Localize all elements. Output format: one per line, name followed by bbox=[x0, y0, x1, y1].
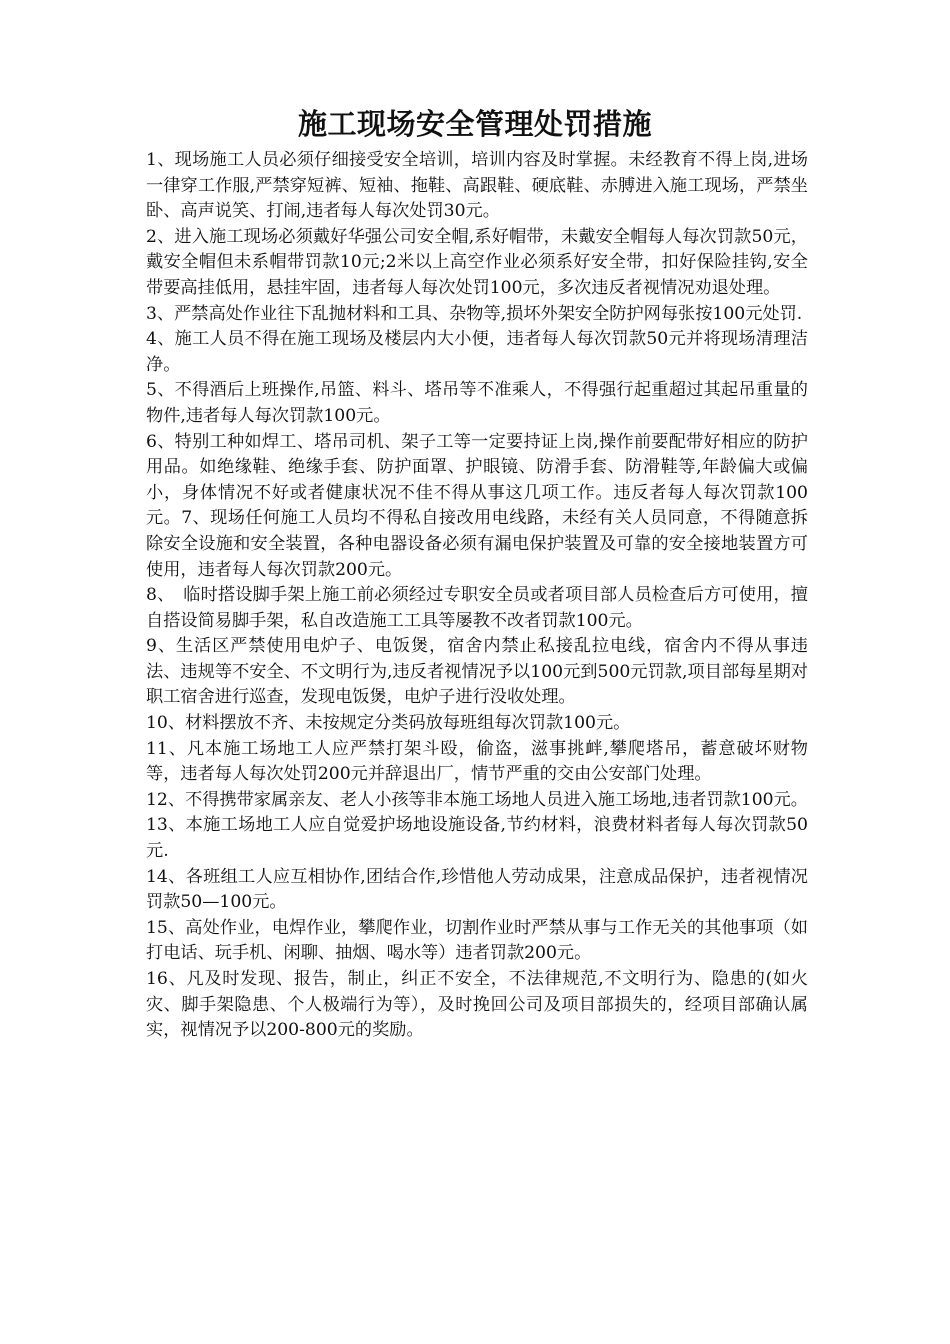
paragraph-14: 14、各班组工人应互相协作,团结合作,珍惜他人劳动成果，注意成品保护，违者视情况罚款50—100元。 bbox=[146, 866, 808, 913]
paragraph-6-7: 6、特别工种如焊工、塔吊司机、架子工等一定要持证上岗,操作前要配带好相应的防护用品。如绝缘鞋、绝缘手套、防护面罩、护眼镜、防滑手套、防滑鞋等,年龄偏大或偏小，身体情况不好或者健康状况不佳不得从事这几项工作。违反者每人每次罚款100元。7、现场任何施工人员均不得私自接改用电线路，未经有关人员同意，不得随意拆除安全设施和安全装置，各种电器设备必须有漏电保护装置及可靠的安全接地装置方可使用，违者每人每次罚款200元。 bbox=[146, 431, 808, 580]
paragraph-11: 11、凡本施工场地工人应严禁打架斗殴，偷盗，滋事挑衅,攀爬塔吊，蓄意破坏财物等，违者每人每次处罚200元并辞退出厂，情节严重的交由公安部门处理。 bbox=[146, 738, 808, 785]
paragraph-3: 3、严禁高处作业往下乱抛材料和工具、杂物等,损坏外架安全防护网每张按100元处罚. bbox=[146, 303, 803, 324]
paragraph-2: 2、进入施工现场必须戴好华强公司安全帽,系好帽带，未戴安全帽每人每次罚款50元，戴安全帽但未系帽带罚款10元;2米以上高空作业必须系好安全带，扣好保险挂钩,安全带要高挂低用，悬挂牢固，违者每人每次处罚100元，多次违反者视情况劝退处理。 bbox=[146, 226, 808, 298]
paragraph-4: 4、施工人员不得在施工现场及楼层内大小便，违者每人每次罚款50元并将现场清理洁净。 bbox=[146, 329, 808, 375]
document-body bbox=[146, 148, 808, 1044]
paragraph-15: 15、高处作业，电焊作业，攀爬作业，切割作业时严禁从事与工作无关的其他事项（如打电话、玩手机、闲聊、抽烟、喝水等）违者罚款200元。 bbox=[146, 917, 808, 964]
paragraph-10: 10、材料摆放不齐、未按规定分类码放每班组每次罚款100元。 bbox=[146, 713, 631, 734]
paragraph-9: 9、生活区严禁使用电炉子、电饭煲，宿舍内禁止私接乱拉电线，宿舍内不得从事违法、违规等不安全、不文明行为,违反者视情况予以100元到500元罚款,项目部每星期对职工宿舍进行巡查，发现电饭煲，电炉子进行没收处理。 bbox=[146, 636, 808, 708]
paragraph-8: 8、 临时搭设脚手架上施工前必须经过专职安全员或者项目部人员检查后方可使用，擅自搭设简易脚手架，私自改造施工工具等屡教不改者罚款100元。 bbox=[146, 585, 808, 631]
paragraph-5: 5、不得酒后上班操作,吊篮、料斗、塔吊等不准乘人，不得强行起重超过其起吊重量的物件,违者每人每次罚款100元。 bbox=[146, 380, 808, 426]
paragraph-12-13: 12、不得携带家属亲友、老人小孩等非本施工场地人员进入施工场地,违者罚款100元。13、本施工场地工人应自觉爱护场地设施设备,节约材料，浪费材料者每人每次罚款50元. bbox=[146, 789, 808, 862]
paragraph-16: 16、凡及时发现、报告，制止，纠正不安全，不法律规范,不文明行为、隐患的(如火灾、脚手架隐患、个人极端行为等），及时挽回公司及项目部损失的，经项目部确认属实，视情况予以200-800元的奖励。 bbox=[146, 969, 808, 1041]
paragraph-1: 1、现场施工人员必须仔细接受安全培训，培训内容及时掌握。未经教育不得上岗,进场一律穿工作服,严禁穿短裤、短袖、拖鞋、高跟鞋、硬底鞋、赤膊进入施工现场，严禁坐卧、高声说笑、打闹,违者每人每次处罚30元。 bbox=[146, 150, 808, 222]
document-title: 施工现场安全管理处罚措施 bbox=[297, 107, 652, 141]
